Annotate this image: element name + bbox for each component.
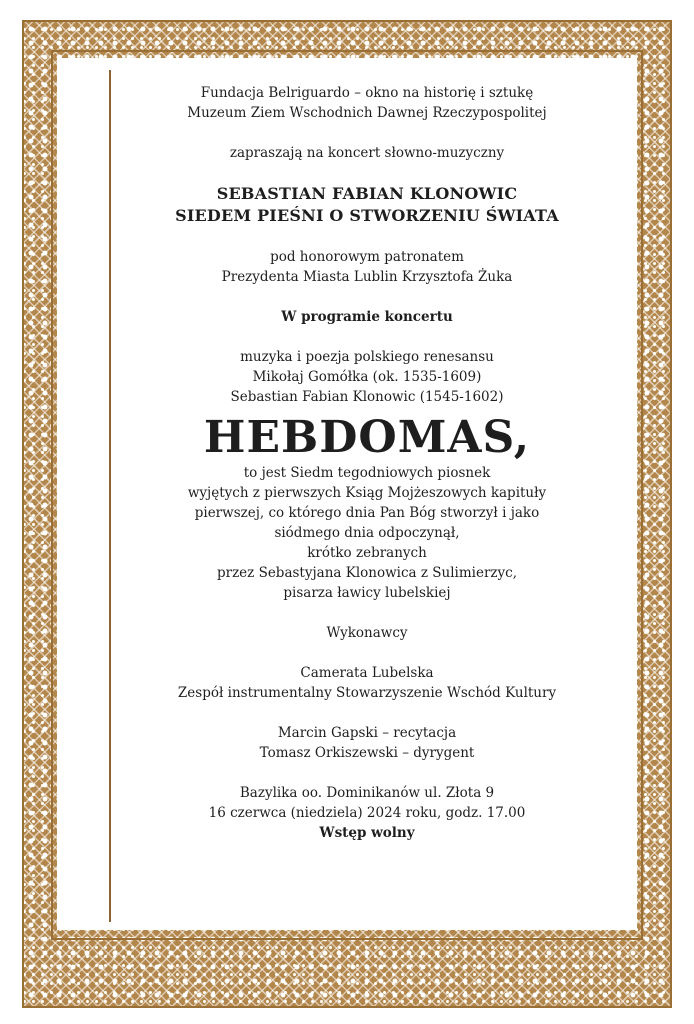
event-date: 16 czerwca (niedziela) 2024 roku, godz. 17.00	[208, 805, 526, 821]
concert-title-2: SIEDEM PIEŚNI O STWORZENIU ŚWIATA	[175, 206, 559, 225]
free-entry: Wstęp wolny	[319, 825, 415, 841]
venue-address: Bazylika oo. Dominikanów ul. Złota 9	[239, 785, 495, 801]
work-title: HEBDOMAS,	[203, 412, 531, 463]
work-subtitle-3: pierwszej, co którego dnia Pan Bóg stworzył i jako	[194, 505, 540, 521]
work-subtitle-7: pisarza ławicy lubelskiej	[283, 585, 451, 601]
organizer-2: Muzeum Ziem Wschodnich Dawnej Rzeczypospolitej	[187, 105, 547, 121]
work-subtitle-5: krótko zebranych	[307, 545, 427, 561]
program-heading: W programie koncertu	[281, 309, 453, 325]
work-subtitle-6: przez Sebastyjana Klonowica z Sulimierzyc,	[216, 565, 518, 581]
performers-heading: Wykonawcy	[326, 625, 408, 641]
performer-1: Camerata Lubelska	[300, 665, 434, 681]
reciter: Marcin Gapski – recytacja	[277, 725, 457, 741]
work-subtitle-2: wyjętych z pierwszych Ksiąg Mojżeszowych kapituły	[187, 485, 547, 501]
invitation-line: zapraszają na koncert słowno-muzyczny	[229, 145, 505, 161]
left-vertical-rule	[109, 70, 111, 922]
conductor: Tomasz Orkiszewski – dyrygent	[259, 745, 475, 761]
work-subtitle-4: siódmego dnia odpoczynął,	[274, 525, 460, 541]
program-line-3: Sebastian Fabian Klonowic (1545-1602)	[230, 389, 504, 405]
program-line-1: muzyka i poezja polskiego renesansu	[240, 349, 494, 365]
poster-content	[57, 58, 637, 930]
organizer-1: Fundacja Belriguardo – okno na historię i sztukę	[200, 85, 534, 101]
patronage-line-1: pod honorowym patronatem	[270, 249, 464, 265]
concert-title-1: SEBASTIAN FABIAN KLONOWIC	[216, 184, 518, 203]
program-line-2: Mikołaj Gomółka (ok. 1535-1609)	[252, 369, 482, 385]
patronage-line-2: Prezydenta Miasta Lublin Krzysztofa Żuka	[221, 269, 513, 285]
poster-text	[117, 83, 617, 843]
work-subtitle-1: to jest Siedm tegodniowych piosnek	[243, 465, 491, 481]
performer-2: Zespół instrumentalny Stowarzyszenie Wschód Kultury	[177, 685, 557, 701]
